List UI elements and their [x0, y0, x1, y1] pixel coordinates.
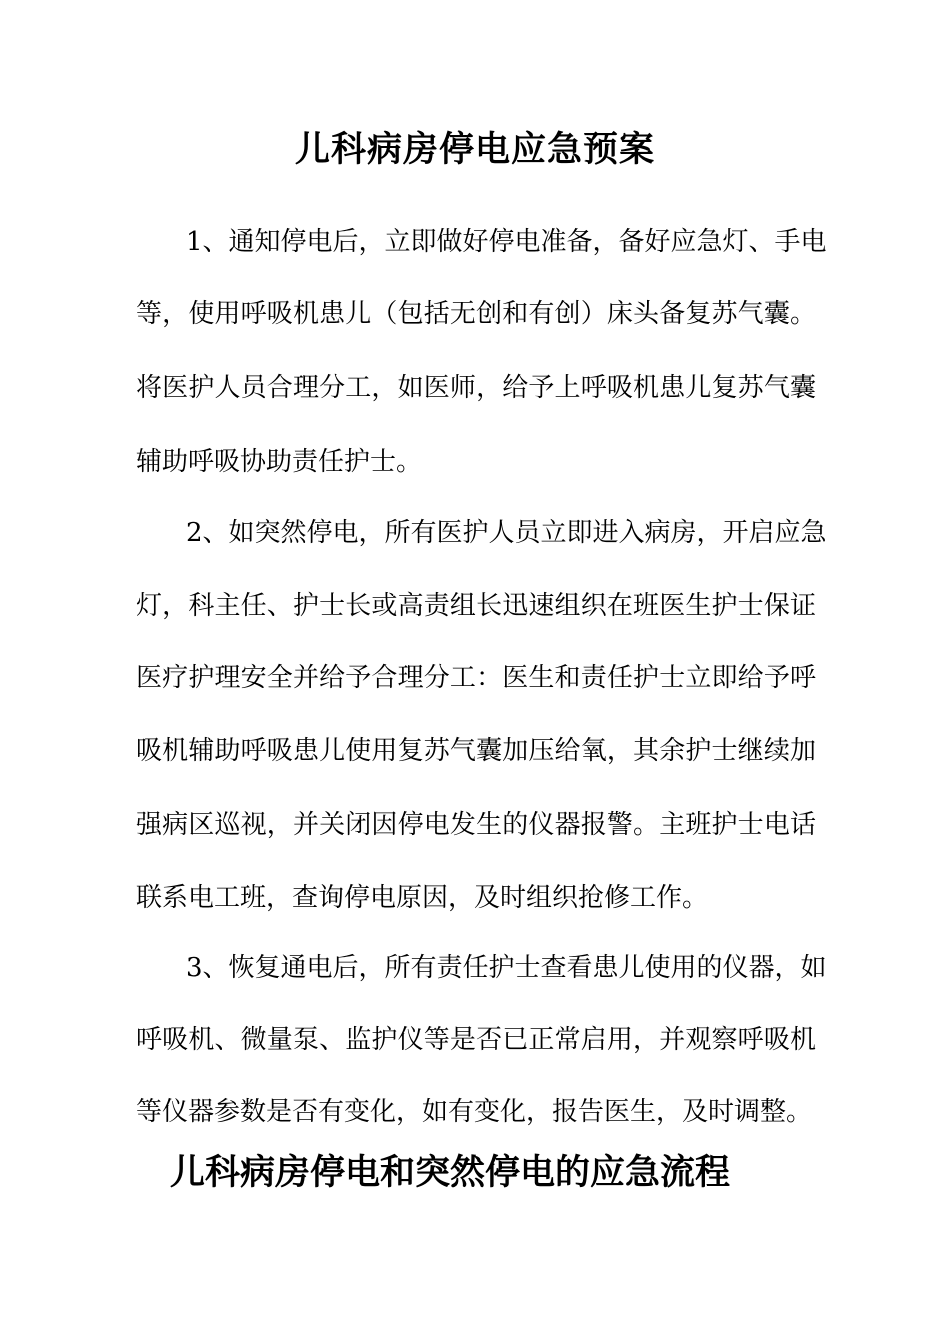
paragraph-2-line-1: 2、如突然停电，所有医护人员立即进入病房，开启应急 [186, 518, 827, 548]
paragraph-1-line-1: 1、通知停电后，立即做好停电准备，备好应急灯、手电 [186, 227, 827, 257]
paragraph-1-line-4: 辅助呼吸协助责任护士。 [136, 447, 423, 477]
section-subtitle: 儿科病房停电和突然停电的应急流程 [170, 1153, 731, 1193]
paragraph-1-line-2: 等，使用呼吸机患儿（包括无创和有创）床头备复苏气囊。 [136, 299, 816, 329]
document-title: 儿科病房停电应急预案 [294, 130, 655, 170]
paragraph-3-line-3: 等仪器参数是否有变化，如有变化，报告医生，及时调整。 [136, 1097, 813, 1127]
paragraph-2-line-6: 联系电工班，查询停电原因，及时组织抢修工作。 [136, 883, 709, 913]
paragraph-2-line-3: 医疗护理安全并给予合理分工：医生和责任护士立即给予呼 [136, 663, 816, 693]
paragraph-3-line-2: 呼吸机、微量泵、监护仪等是否已正常启用，并观察呼吸机 [136, 1025, 816, 1055]
paragraph-2-line-5: 强病区巡视，并关闭因停电发生的仪器报警。主班护士电话 [136, 810, 816, 840]
paragraph-1-line-3: 将医护人员合理分工，如医师，给予上呼吸机患儿复苏气囊 [136, 373, 816, 403]
paragraph-3-line-1: 3、恢复通电后，所有责任护士查看患儿使用的仪器，如 [186, 953, 827, 983]
paragraph-2-line-2: 灯，科主任、护士长或高责组长迅速组织在班医生护士保证 [136, 591, 816, 621]
paragraph-2-line-4: 吸机辅助呼吸患儿使用复苏气囊加压给氧，其余护士继续加 [136, 736, 816, 766]
